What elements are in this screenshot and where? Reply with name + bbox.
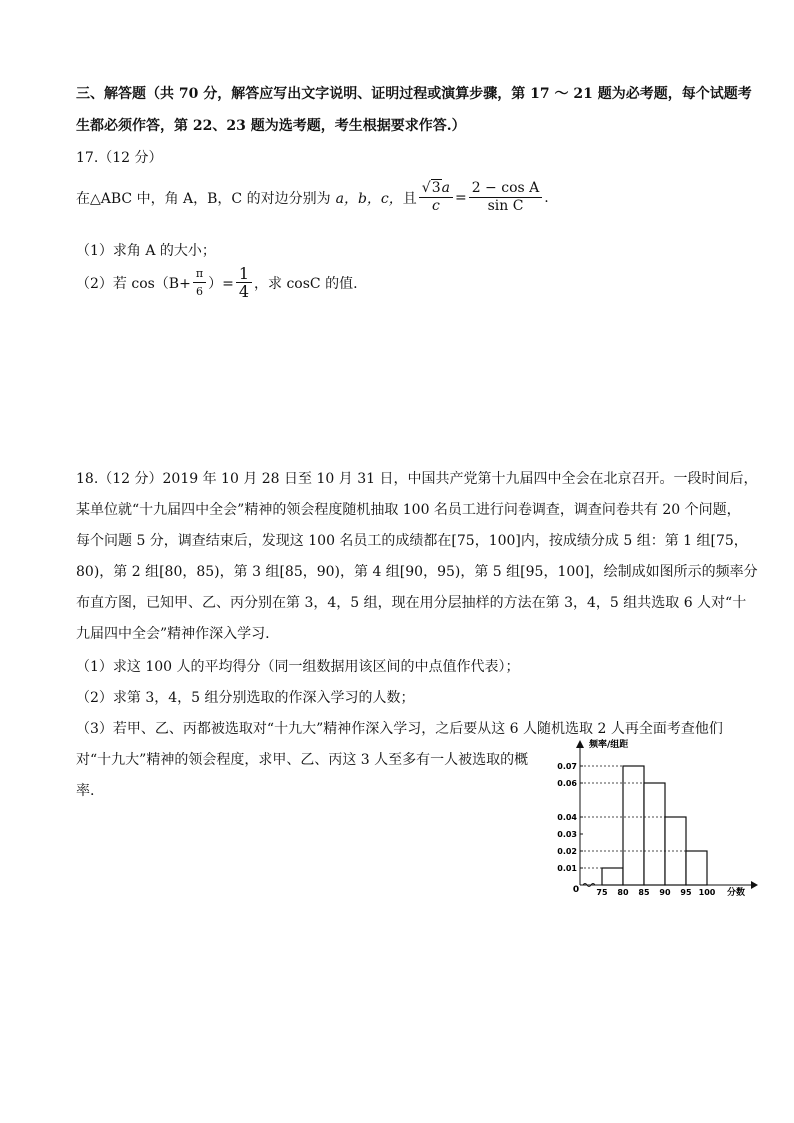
q17-sub2-val-den: 4 bbox=[238, 282, 249, 301]
q18-sub3-line1: （3）若甲、乙、丙都被选取对“十九大”精神作深入学习，之后要从这 6 人随机选取 2 人再全面考查他们 bbox=[76, 721, 723, 737]
q17-sub2-mid: ）= bbox=[208, 275, 234, 292]
y-axis-arrow bbox=[576, 740, 584, 748]
origin-label: 0 bbox=[572, 885, 580, 895]
q17-frac-right-num: 2 − cos A bbox=[469, 180, 543, 198]
y-tick-label: 0.04 bbox=[557, 813, 577, 822]
q17-sub2-val-frac bbox=[236, 265, 252, 300]
section-heading-line2: 生都必须作答，第 22、23 题为选考题，考生根据要求作答.） bbox=[76, 118, 466, 134]
q18-sub1: （1）求这 100 人的平均得分（同一组数据用该区间的中点值作代表）； bbox=[76, 659, 520, 675]
x-axis-arrow bbox=[751, 881, 758, 889]
q17-sub1: （1）求角 A 的大小； bbox=[76, 243, 216, 259]
y-tick-label: 0.02 bbox=[557, 847, 577, 856]
q17-vars: a，b，c， bbox=[335, 190, 403, 207]
q18-sub3-line3: 率. bbox=[76, 783, 95, 799]
q17-sub2 bbox=[76, 265, 358, 300]
x-tick-label: 80 bbox=[617, 888, 629, 897]
q17-sub2-pi-den: 6 bbox=[195, 285, 203, 298]
y-tick-label: 0.06 bbox=[557, 779, 577, 788]
q18-line1: 18.（12 分）2019 年 10 月 28 日至 10 月 31 日，中国共产党第十九届四中全会在北京召开。一段时间后， bbox=[76, 471, 758, 487]
q17-sub2-val-num: 1 bbox=[236, 265, 252, 283]
x-tick-label: 75 bbox=[596, 888, 608, 897]
q17-sub2-suffix: ，求 cosC 的值. bbox=[254, 275, 358, 292]
q17-period: . bbox=[544, 189, 549, 206]
q17-sub2-prefix: （2）若 cos（B+ bbox=[76, 275, 191, 292]
histogram-bar bbox=[686, 851, 707, 885]
y-tick-label: 0.07 bbox=[557, 762, 577, 771]
section-heading-line1: 三、解答题（共 70 分，解答应写出文字说明、证明过程或演算步骤，第 17 ～ 21 题为必考题，每个试题考 bbox=[76, 86, 752, 102]
y-axis-label: 频率/组距 bbox=[589, 740, 629, 750]
q17-frac-right-den: sin C bbox=[487, 198, 524, 214]
q18-line5: 布直方图，已知甲、乙、丙分别在第 3，4，5 组，现在用分层抽样的方法在第 3，4，5 组共选取 6 人对“十 bbox=[76, 595, 747, 611]
q17-frac-left-den: c bbox=[431, 198, 440, 214]
q17-sub2-pi-num: π bbox=[193, 265, 206, 283]
q18-sub3-line2: 对“十九大”精神的领会程度，求甲、乙、丙这 3 人至多有一人被选取的概 bbox=[76, 752, 529, 768]
q17-equals: = bbox=[454, 189, 467, 206]
x-tick-label: 100 bbox=[698, 888, 716, 897]
x-tick-label: 85 bbox=[638, 888, 650, 897]
q17-stem bbox=[76, 180, 549, 215]
q18-line6: 九届四中全会”精神作深入学习. bbox=[76, 626, 270, 642]
q18-line4: 80)，第 2 组[80，85)，第 3 组[85，90)，第 4 组[90，95)，第 5 组[95，100]，绘制成如图所示的频率分 bbox=[76, 564, 758, 580]
q17-frac-left-var: a bbox=[441, 180, 450, 196]
y-tick-label: 0.03 bbox=[557, 830, 577, 839]
q18-sub2: （2）求第 3，4，5 组分别选取的作深入学习的人数； bbox=[76, 690, 415, 706]
frequency-histogram bbox=[555, 735, 765, 905]
q17-frac-left: $\frac{√3a}{c}$ bbox=[419, 180, 453, 215]
histogram-bar bbox=[644, 783, 665, 885]
q18-line3: 每个问题 5 分，调查结束后，发现这 100 名员工的成绩都在[75，100]内，按成绩分成 5 组：第 1 组[75， bbox=[76, 533, 748, 549]
q17-stem-prefix: 在△ABC 中，角 A，B，C 的对边分别为 bbox=[76, 190, 331, 207]
x-tick-label: 90 bbox=[659, 888, 671, 897]
q17-number: 17.（12 分） bbox=[76, 150, 163, 166]
q17-frac-right bbox=[469, 180, 543, 215]
q17-sub2-pi-frac bbox=[193, 265, 206, 300]
histogram-bar bbox=[623, 766, 644, 885]
x-tick-label: 95 bbox=[680, 888, 692, 897]
y-tick-label: 0.01 bbox=[557, 864, 577, 873]
histogram-bar bbox=[602, 868, 623, 885]
q18-line2: 某单位就“十九届四中全会”精神的领会程度随机抽取 100 名员工进行问卷调查，调查问卷共有 20 个问题， bbox=[76, 502, 741, 518]
q17-frac-left-root: 3 bbox=[431, 180, 441, 196]
x-axis-label: 分数 bbox=[727, 888, 746, 898]
q17-and: 且 bbox=[402, 190, 417, 207]
